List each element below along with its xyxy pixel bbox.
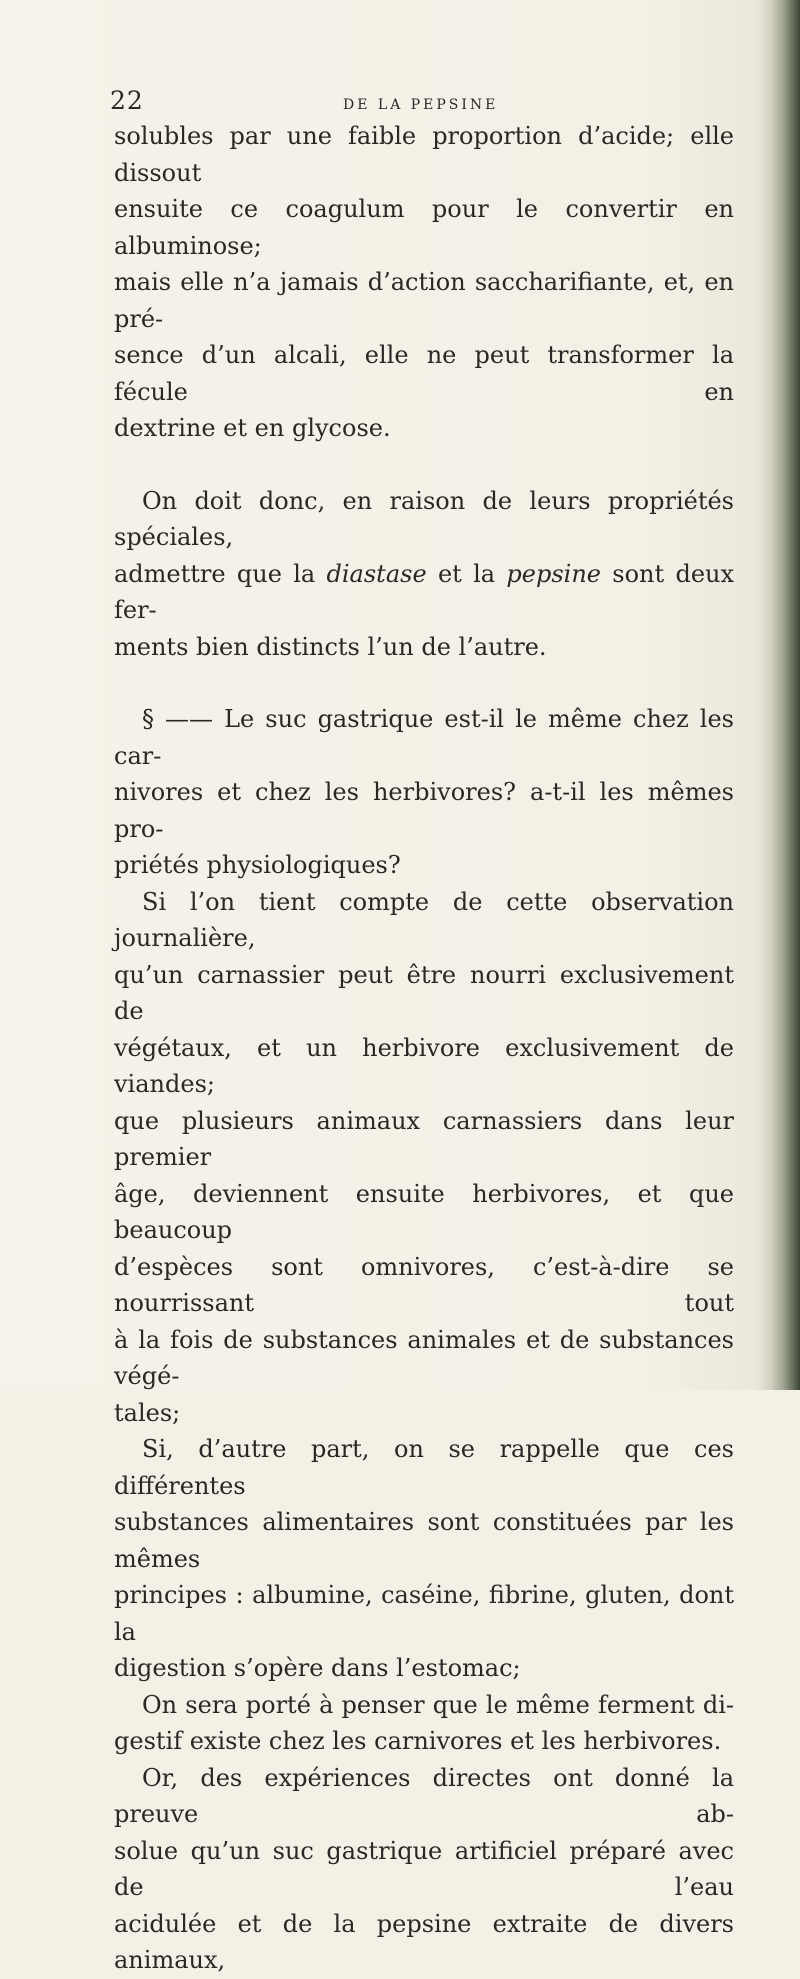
- text-line: à la fois de substances animales et de substances végé-: [114, 1325, 734, 1390]
- text-line: Si l’on tient compte de cette observation journalière,: [114, 887, 734, 952]
- running-title: DE LA PEPSINE: [343, 97, 499, 113]
- section-heading-line: § —— Le suc gastrique est-il le même chez les car-: [114, 705, 734, 770]
- text-line: ments bien distincts l’un de l’autre.: [114, 632, 547, 661]
- text-line: On sera porté à penser que le même ferment di-: [142, 1690, 734, 1719]
- text-line: principes : albumine, caséine, fibrine, gluten, dont la: [114, 1581, 734, 1646]
- paragraph-gap: [114, 447, 734, 483]
- text-line: dextrine et en glycose.: [114, 414, 391, 442]
- text-span: et la: [426, 559, 507, 588]
- page-number: 22: [110, 86, 144, 115]
- text-line: sence d’un alcali, elle ne peut transformer la fécule en: [114, 341, 734, 406]
- text-line: gestif existe chez les carnivores et les herbivores.: [114, 1727, 722, 1755]
- text-line: substances alimentaires sont constituées par les mêmes: [114, 1508, 734, 1573]
- text-line: priétés physiologiques?: [114, 851, 401, 879]
- text-line: végétaux, et un herbivore exclusivement de viandes;: [114, 1033, 734, 1098]
- text-line: tales;: [114, 1398, 181, 1427]
- text-line: ensuite ce coagulum pour le convertir en albuminose;: [114, 195, 734, 260]
- page-edge-shadow: [758, 0, 800, 1390]
- italic-term-pepsine: pepsine: [506, 559, 601, 588]
- paragraph-gap: [114, 665, 734, 701]
- text-line: Or, des expériences directes ont donné la preuve ab-: [114, 1763, 734, 1828]
- text-line: mais elle n’a jamais d’action saccharifiante, et, en pré-: [114, 268, 734, 333]
- text-line: âge, deviennent ensuite herbivores, et que beaucoup: [114, 1179, 734, 1244]
- text-line: Si, d’autre part, on se rappelle que ces différentes: [114, 1435, 734, 1500]
- body-text: [114, 118, 734, 1979]
- text-span: sont deux fer-: [114, 559, 735, 624]
- text-line: qu’un carnassier peut être nourri exclusivement de: [114, 960, 734, 1025]
- text-line: que plusieurs animaux carnassiers dans leur premier: [114, 1106, 734, 1171]
- text-line: [114, 556, 734, 629]
- text-line: solue qu’un suc gastrique artificiel préparé avec de l’eau: [114, 1836, 734, 1901]
- text-line: solubles par une faible proportion d’acide; elle dissout: [114, 122, 734, 187]
- text-line: acidulée et de la pepsine extraite de divers animaux,: [114, 1909, 734, 1974]
- text-span: admettre que la: [114, 559, 327, 588]
- text-line: digestion s’opère dans l’estomac;: [114, 1654, 521, 1682]
- text-line: On doit donc, en raison de leurs propriétés spéciales,: [114, 486, 734, 551]
- text-line: nivores et chez les herbivores? a-t-il les mêmes pro-: [114, 778, 734, 843]
- text-line: d’espèces sont omnivores, c’est-à-dire se nourrissant tout: [114, 1252, 734, 1317]
- italic-term-diastase: diastase: [326, 559, 427, 588]
